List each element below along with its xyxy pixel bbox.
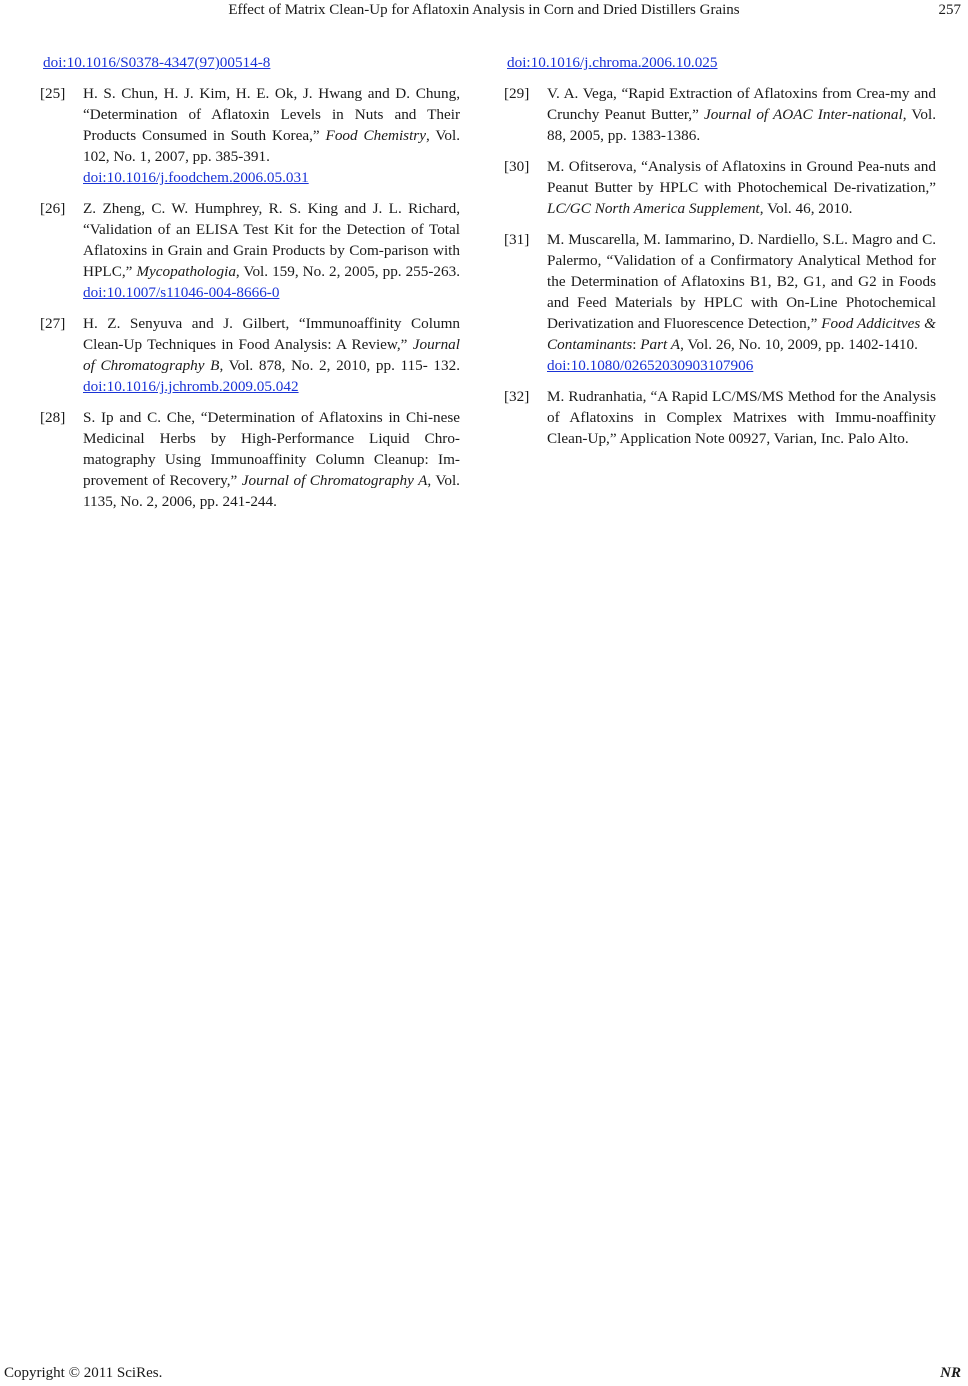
running-title: Effect of Matrix Clean-Up for Aflatoxin Analysis in Corn and Dried Distillers Grains: [228, 2, 740, 18]
reference-number: [25]: [40, 85, 66, 102]
journal-abbrev: NR: [940, 1365, 961, 1381]
page-number: 257: [938, 2, 961, 18]
reference-text: H. S. Chun, H. J. Kim, H. E. Ok, J. Hwang and D. Chung, “Determination of Aflatoxin Levels in Nuts and Their Products Consumed in South Korea,” Food Chemistry, Vol. 102, No. 1, 2007, pp. 385-391. doi:10.1016/j.foodchem.2006.05.031: [83, 85, 460, 186]
page-footer: [0, 1364, 968, 1386]
doi-link[interactable]: doi:10.1007/s11046-004-8666-0: [83, 284, 280, 301]
doi-link[interactable]: doi:10.1016/j.jchromb.2009.05.042: [83, 378, 299, 395]
reference-number: [26]: [40, 200, 66, 217]
left-column: [40, 52, 460, 522]
reference-item: [40, 407, 460, 512]
reference-text: H. Z. Senyuva and J. Gilbert, “Immunoaffinity Column Clean-Up Techniques in Food Analysis: A Review,” Journal of Chromatography B, Vol. 878, No. 2, 2010, pp. 115- 132. doi:10.1016/j.jchromb.2009.05.042: [83, 315, 461, 395]
reference-number: [30]: [504, 158, 530, 175]
reference-item: [504, 229, 936, 376]
reference-item: [504, 156, 936, 219]
running-header: [0, 0, 968, 24]
doi-link[interactable]: doi:10.1080/02652030903107906: [547, 357, 754, 374]
reference-item: [40, 83, 460, 188]
doi-link[interactable]: doi:10.1016/j.foodchem.2006.05.031: [83, 169, 309, 186]
reference-item: [504, 386, 936, 449]
journal-name: Mycopathologia: [136, 263, 236, 280]
copyright-notice: Copyright © 2011 SciRes.: [4, 1365, 163, 1381]
reference-text: M. Muscarella, M. Iammarino, D. Nardiello, S.L. Magro and C. Palermo, “Validation of a Confirmatory Analytical Method for the Determination of Aflatoxins B1, B2, G1, and G2 in Foods and Feed Materials by HPLC with On-Line Photochemical Derivatization and Fluorescence Detection,” Food Addicitves & Contaminants: Part A, Vol. 26, No. 10, 2009, pp. 1402-1410. doi:10.1080/02652030903107906: [547, 231, 936, 374]
reference-text: Z. Zheng, C. W. Humphrey, R. S. King and J. L. Richard, “Validation of an ELISA Test Kit for the Detection of Total Aflatoxins in Grain and Grain Products by Com-parison with HPLC,” Mycopathologia, Vol. 159, No. 2, 2005, pp. 255-263. doi:10.1007/s11046-004-8666-0: [83, 200, 461, 301]
reference-text: M. Rudranhatia, “A Rapid LC/MS/MS Method for the Analysis of Aflatoxins in Complex Matrixes with Immu-noaffinity Clean-Up,” Application Note 00927, Varian, Inc. Palo Alto.: [547, 388, 936, 447]
right-column: [504, 52, 936, 459]
reference-item: [40, 313, 460, 397]
reference-text: V. A. Vega, “Rapid Extraction of Aflatoxins from Crea-my and Crunchy Peanut Butter,” Journal of AOAC Inter-national, Vol. 88, 2005, pp. 1383-1386.: [547, 85, 936, 144]
journal-name: Food Addicitves & Contaminants: [547, 315, 936, 353]
journal-name: Food Chemistry: [325, 127, 426, 144]
journal-name: Journal of Chromatography B: [83, 336, 460, 374]
doi-link[interactable]: doi:10.1016/S0378-4347(97)00514-8: [43, 54, 271, 71]
reference-item: [40, 198, 460, 303]
reference-number: [32]: [504, 388, 530, 405]
journal-name: Journal of Chromatography A: [241, 472, 428, 489]
reference-number: [29]: [504, 85, 530, 102]
doi-link[interactable]: doi:10.1016/j.chroma.2006.10.025: [507, 54, 718, 71]
journal-name: Journal of AOAC Inter-national: [703, 106, 903, 123]
reference-text: S. Ip and C. Che, “Determination of Aflatoxins in Chi-nese Medicinal Herbs by High-Performance Liquid Chro-matography Using Immunoaffinity Column Cleanup: Im-provement of Recovery,” Journal of Chromatography A, Vol. 1135, No. 2, 2006, pp. 241-244.: [83, 409, 460, 510]
reference-number: [31]: [504, 231, 530, 248]
reference-item: [504, 83, 936, 146]
reference-number: [28]: [40, 409, 66, 426]
reference-number: [27]: [40, 315, 66, 332]
reference-text: M. Ofitserova, “Analysis of Aflatoxins in Ground Pea-nuts and Peanut Butter by HPLC with Photochemical De-rivatization,” LC/GC North America Supplement, Vol. 46, 2010.: [547, 158, 936, 217]
journal-name: LC/GC North America Supplement: [547, 200, 760, 217]
journal-part: Part A: [640, 336, 681, 353]
